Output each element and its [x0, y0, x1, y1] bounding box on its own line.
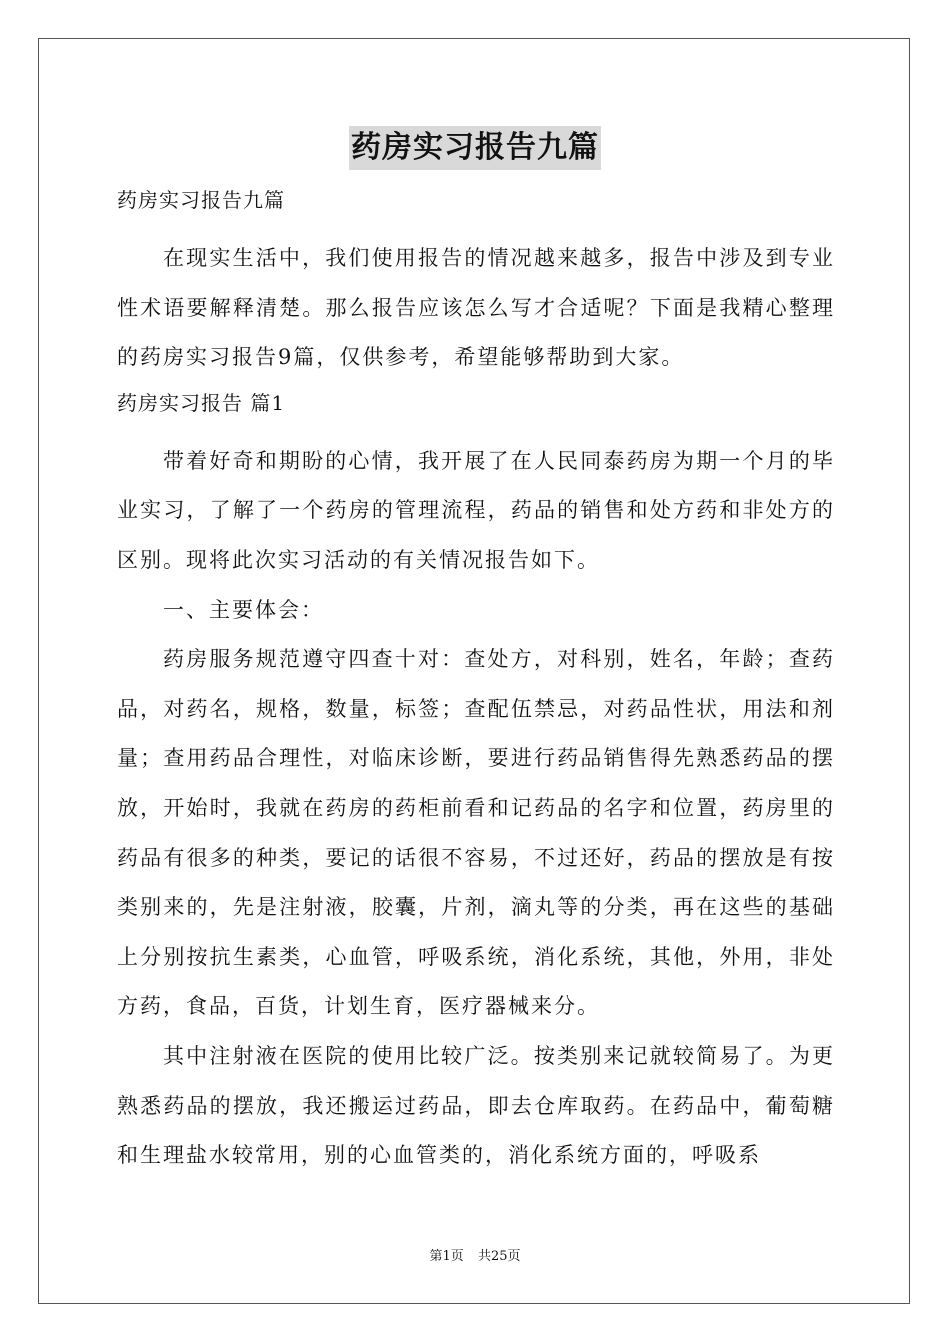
paragraph-3: 药房服务规范遵守四查十对：查处方，对科别，姓名，年龄；查药品，对药名，规格，数量，标签；查配伍禁忌，对药品性状，用法和剂量；查用药品合理性，对临床诊断，要进行药品销售得先熟悉药品的摆放，开始时，我就在药房的药柜前看和记药品的名字和位置，药房里的药品有很多的种类，要记的话很不容易，不过还好，药品的摆放是有按类别来的，先是注射液，胶囊，片剂，滴丸等的分类，再在这些的基础上分别按抗生素类，心血管，呼吸系统，消化系统，其他，外用，非处方药，食品，百货，计划生育，医疗器械来分。 [117, 647, 835, 1019]
paragraph-4: 其中注射液在医院的使用比较广泛。按类别来记就较简易了。为更熟悉药品的摆放，我还搬运过药品，即去仓库取药。在药品中，葡萄糖和生理盐水较常用，别的心血管类的，消化系统方面的，呼吸系 [117, 1043, 835, 1168]
title-container [0, 126, 950, 170]
intro-paragraph: 在现实生活中，我们使用报告的情况越来越多，报告中涉及到专业性术语要解释清楚。那么报告应该怎么写才合适呢？下面是我精心整理的药房实习报告9篇，仅供参考，希望能够帮助到大家。 [117, 246, 835, 370]
document-body [117, 180, 835, 1181]
page-total: 共25页 [477, 1249, 521, 1264]
document-title: 药房实习报告九篇 [349, 126, 601, 170]
page-number: 第1页 [429, 1249, 464, 1264]
section-heading: 药房实习报告 篇1 [117, 390, 286, 415]
document-subtitle: 药房实习报告九篇 [117, 188, 285, 212]
paragraph-2: 一、主要体会： [163, 597, 324, 622]
paragraph-1: 带着好奇和期盼的心情，我开展了在人民同泰药房为期一个月的毕业实习，了解了一个药房的管理流程，药品的销售和处方药和非处方的区别。现将此次实习活动的有关情况报告如下。 [117, 448, 835, 572]
page-footer [0, 1245, 950, 1264]
